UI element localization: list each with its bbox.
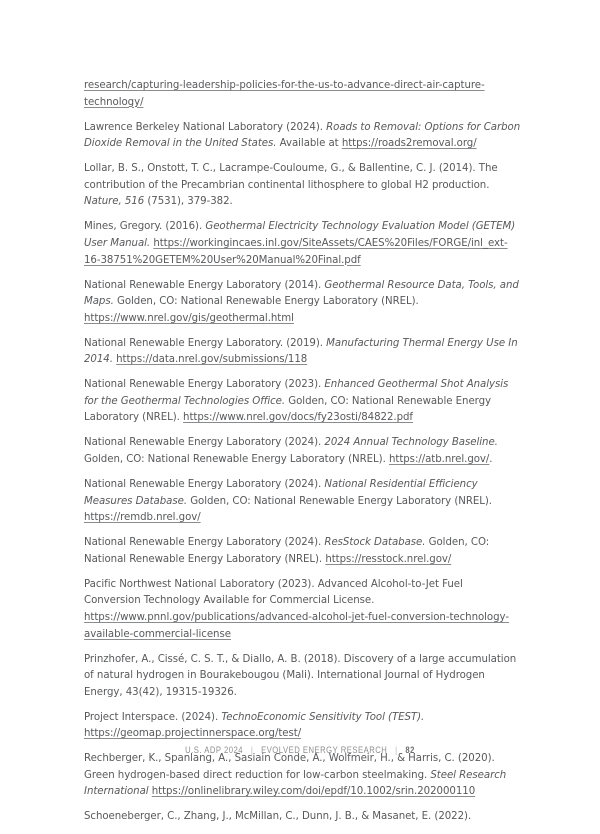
reference-text: National Renewable Energy Laboratory (2024). — [84, 479, 325, 490]
reference-text: Mines, Gregory. (2016). — [84, 221, 206, 233]
reference-entry — [84, 809, 522, 826]
reference-title: Roads to Removal: Options for Carbon Dioxide Removal in the United States. — [84, 121, 521, 150]
footer-organization: EVOLVED ENERGY RESEARCH — [261, 745, 388, 755]
reference-entry — [84, 577, 522, 643]
footer-separator: | — [250, 745, 254, 755]
reference-text: Pacific Northwest National Laboratory (2023). Advanced Alcohol-to-Jet Fuel Conversion Technology Available for Commercial License. — [84, 578, 463, 607]
reference-entry — [84, 377, 522, 427]
reference-entry — [84, 710, 522, 743]
reference-title: National Residential Efficiency Measures Database. — [84, 479, 478, 507]
reference-title: Geothermal Resource Data, Tools, and Maps. — [84, 279, 519, 308]
reference-text: National Renewable Energy Laboratory (2014). — [84, 279, 325, 291]
reference-entry — [84, 652, 522, 702]
reference-entry — [84, 477, 522, 527]
reference-title: Enhanced Geothermal Shot Analysis for the Geothermal Technologies Office. — [84, 379, 509, 407]
reference-text: Available at — [276, 138, 342, 150]
reference-entry — [84, 219, 522, 269]
footer-separator: | — [395, 745, 398, 755]
reference-entry — [84, 278, 522, 328]
reference-text: National Renewable Energy Laboratory (2024). — [84, 437, 325, 449]
reference-link[interactable]: https://resstock.nrel.gov/ — [325, 553, 452, 565]
reference-text: Golden, CO: National Renewable Energy Laboratory (NREL). — [84, 537, 490, 565]
reference-text: Golden, CO: National Renewable Energy Laboratory (NREL). — [113, 296, 419, 308]
reference-text: National Renewable Energy Laboratory (2024). — [84, 537, 325, 549]
reference-text: Golden, CO: National Renewable Energy Laboratory (NREL). — [84, 395, 492, 424]
reference-text: Golden, CO: National Renewable Energy Laboratory (NREL). — [187, 495, 492, 507]
reference-text: . — [489, 454, 493, 466]
page-footer — [45, 745, 555, 755]
reference-text: Project Interspace. (2024). — [84, 711, 222, 723]
reference-title: Nature, 516 — [84, 196, 145, 208]
reference-entry — [84, 336, 522, 369]
reference-text: Golden, CO: National Renewable Energy Laboratory (NREL). — [84, 454, 389, 466]
reference-title: Geothermal Electricity Technology Evaluation Model (GETEM) User Manual. — [84, 221, 516, 249]
reference-entry — [84, 435, 522, 468]
reference-title: Steel Research International — [84, 769, 507, 798]
reference-text: National Renewable Energy Laboratory. (2019). — [84, 337, 327, 349]
reference-entry — [84, 535, 522, 568]
reference-link[interactable]: https://atb.nrel.gov/ — [388, 454, 490, 466]
reference-text: Lollar, B. S., Onstott, T. C., Lacrampe-Couloume, G., & Ballentine, C. J. (2014). The contribution of the Precambrian continental lithosphere to global H2 production. — [84, 163, 498, 191]
reference-text: National Renewable Energy Laboratory (2023). — [84, 379, 325, 391]
reference-list — [84, 78, 522, 834]
reference-link[interactable]: https://www.nrel.gov/gis/geothermal.html — [84, 312, 294, 324]
reference-title: Manufacturing Thermal Energy Use In 2014. — [84, 337, 518, 366]
reference-link[interactable]: https://www.nrel.gov/docs/fy23osti/84822.pdf — [183, 412, 413, 424]
reference-link[interactable]: https://workingincaes.inl.gov/SiteAssets/CAES%20Files/FORGE/inl_ext-16-38751%20GETEM%20User%20Manual%20Final.pdf — [84, 237, 508, 266]
reference-link[interactable]: research/capturing-leadership-policies-for-the-us-to-advance-direct-air-capture-technology/ — [84, 80, 485, 108]
reference-text: Rechberger, K., Spanlang, A., Sasiain Conde, A., Wolfmeir, H., & Harris, C. (2020). Green hydrogen-based direct reduction for low-carbon steelmaking. — [84, 753, 495, 781]
reference-text: Lawrence Berkeley National Laboratory (2024). — [84, 121, 327, 133]
reference-text: Schoeneberger, C., Zhang, J., McMillan, C., Dunn, J. B., & Masanet, E. (2022). — [84, 811, 472, 823]
reference-link[interactable]: https://onlinelibrary.wiley.com/doi/epdf/10.1002/srin.202000110 — [151, 786, 476, 798]
reference-link[interactable]: https://data.nrel.gov/submissions/118 — [116, 354, 308, 366]
reference-link[interactable]: https://geomap.projectinnerspace.org/test/ — [84, 728, 302, 740]
reference-link[interactable]: https://www.pnnl.gov/publications/advanced-alcohol-jet-fuel-conversion-technology-available-commercial-license — [84, 611, 509, 640]
reference-text: (7531), 379-382. — [144, 196, 233, 208]
reference-title: 2024 Annual Technology Baseline. — [324, 437, 498, 449]
reference-entry — [84, 120, 522, 153]
reference-link[interactable]: https://roads2removal.org/ — [341, 138, 477, 150]
page-number: 82 — [405, 745, 415, 755]
reference-entry — [84, 78, 522, 111]
reference-title: TechnoEconomic Sensitivity Tool (TEST). — [221, 711, 425, 723]
reference-title: ResStock Database. — [324, 537, 426, 549]
reference-entry — [84, 161, 522, 211]
footer-report-title: U.S. ADP 2024 — [185, 745, 244, 755]
reference-entry — [84, 751, 522, 801]
reference-link[interactable]: https://remdb.nrel.gov/ — [84, 512, 201, 524]
reference-text: Prinzhofer, A., Cissé, C. S. T., & Diallo, A. B. (2018). Discovery of a large accumulation of natural hydrogen in Bourakebougou (Mali). International Journal of Hydrogen Energy, 43(42), 19315-19326. — [84, 653, 517, 698]
